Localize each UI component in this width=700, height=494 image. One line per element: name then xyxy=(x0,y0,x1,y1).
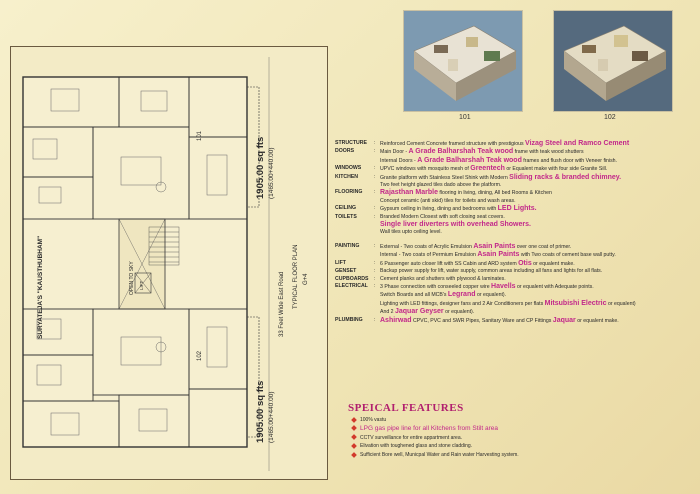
spec-text xyxy=(380,291,695,299)
spec-highlight: A Grade Balharshah Teak wood xyxy=(408,148,514,156)
spec-highlight: Asain Paints xyxy=(477,251,520,259)
spec-segment: or equalent with Adequate points. xyxy=(515,283,594,290)
spec-label xyxy=(335,182,374,189)
spec-label xyxy=(335,198,374,205)
spec-text xyxy=(380,260,695,268)
feature-text: CCTV surveillance for entire appartment area. xyxy=(360,434,462,441)
unit-102-label: 102 xyxy=(197,350,203,361)
spec-text xyxy=(380,221,695,229)
spec-segment: Gypsum ceiling in living, dining and bedrooms with xyxy=(380,206,498,213)
spec-text xyxy=(380,308,695,316)
spec-text xyxy=(380,174,695,182)
features-list xyxy=(352,416,519,460)
spec-label xyxy=(335,291,374,299)
feature-text: 100% vastu xyxy=(360,417,387,423)
spec-segment: Internal - Two coats of Permium Emulsion xyxy=(380,252,478,259)
spec-segment: 3 Phase connection with conseeled copper wire xyxy=(380,283,492,290)
spec-segment: flooring in living, dining, All bed Rooms & Kitchen xyxy=(437,190,552,197)
spec-text xyxy=(380,229,695,236)
spec-highlight: Havells xyxy=(491,282,516,290)
spec-text xyxy=(380,243,695,251)
spec-segment: Lighting with LED fittings, designer fans and 2 Air Conditioners per flats xyxy=(380,300,545,307)
spec-row: GENSET : Backup power supply for lift, water supply, common areas including all fans and lights for all flats. xyxy=(335,268,695,275)
spec-segment: Internal Doors - xyxy=(380,157,418,164)
spec-text xyxy=(380,283,695,291)
spec-highlight: LED Lights. xyxy=(497,205,537,213)
spec-segment: CPVC, PVC and SWR Pipes, Sanitary Ware and CP Fittings xyxy=(411,317,553,324)
spec-highlight: Jaquar Geyser xyxy=(395,308,444,316)
spec-highlight: Asain Paints xyxy=(473,242,516,250)
spec-label xyxy=(335,251,374,259)
top-area: 1905.00 sq fts xyxy=(255,136,266,199)
bullet-icon xyxy=(351,434,357,440)
spec-text xyxy=(380,165,695,173)
spec-row: PAINTING : External - Two coats of Acrylic Emulsion Asain Paints over one coat of primer. Internal - Two coats of Permium Emulsion Asain Paints with Two coats of cement base wall putty. xyxy=(335,243,695,260)
spec-segment: And 2 xyxy=(380,309,395,316)
features-title: SPEICAL FEATURES xyxy=(348,402,464,414)
spec-text xyxy=(380,214,695,221)
spec-row: STRUCTURE : Reinforced Cement Concrete framed structure with prestigious Vizag Steel and Ramco Cement xyxy=(335,140,695,148)
spec-label xyxy=(335,300,374,308)
spec-text xyxy=(380,182,695,189)
spec-segment: frames and flush door with Veneer finish. xyxy=(521,157,617,164)
spec-label: TOILETS xyxy=(335,213,357,220)
spec-highlight: Legrand xyxy=(447,291,476,299)
feature-text: Sufficient Bore well, Municpal Water and Rain water Harvesting system. xyxy=(360,452,519,459)
spec-segment: Branded Modern Closest with soft closing seat covers. xyxy=(380,213,505,220)
spec-text xyxy=(380,157,695,165)
feature-item xyxy=(352,416,519,425)
bottom-area: 1905.00 sq fts xyxy=(255,380,266,443)
spec-highlight: Greentech xyxy=(470,165,505,173)
spec-text xyxy=(380,148,695,156)
spec-label: DOORS xyxy=(335,148,355,155)
plan-floors: G+4 xyxy=(303,273,309,285)
spec-label: FLOORING xyxy=(335,189,363,196)
spec-segment: or equalent make. xyxy=(531,260,575,267)
spec-segment: or equalent). xyxy=(475,292,507,299)
spec-highlight: Rajasthan Marble xyxy=(380,189,438,197)
top-area-split: (1465.00+440.00) xyxy=(268,147,275,199)
spec-label: CUPBOARDS xyxy=(335,275,369,282)
feature-item xyxy=(352,442,519,451)
floor-plan-drawing xyxy=(11,47,327,479)
spec-row: WINDOWS : UPVC windows with mosquito mesh of Greentech or Equalent make with four side Granite Sill. xyxy=(335,165,695,173)
open-to-sky-label: OPEN TO SKY xyxy=(129,261,135,295)
spec-text xyxy=(380,251,695,259)
spec-highlight: Single liver diverters with overhead Showers. xyxy=(380,221,531,229)
bottom-area-split: (1465.00+440.00) xyxy=(268,391,275,443)
spec-segment: Backup power supply for lift, water supply, common areas including all fans and lights for all flats. xyxy=(380,268,603,275)
spec-text xyxy=(380,276,695,283)
spec-label: WINDOWS xyxy=(335,165,362,172)
spec-label: CEILING xyxy=(335,205,357,212)
spec-segment: UPVC windows with mosquito mesh of xyxy=(380,166,471,173)
render-102 xyxy=(553,10,673,112)
spec-row: ELECTRICAL : 3 Phase connection with conseeled copper wire Havells or equalent with Adequate points. Switch Boards and all MCB's Legrand or equalent). Lighting with LED fittings, designer fans and 2 Air Conditioners per flats Mitsubishi Electric or equalent) And 2 Jaquar Geyser or equalent). xyxy=(335,283,695,317)
spec-segment: with Two coats of cement base wall putty. xyxy=(519,252,616,259)
feature-text: LPG gas pipe line for all Kitchens from Stilt area xyxy=(360,424,499,432)
spec-text xyxy=(380,140,695,148)
spec-segment: over one coat of primer. xyxy=(515,243,572,250)
floor-plan xyxy=(10,46,328,480)
feature-item xyxy=(352,451,519,460)
spec-segment: Concept ceramic (anti skid) tiles for toilets and wash areas. xyxy=(380,197,516,204)
spec-highlight: Ashirwad xyxy=(380,316,412,324)
unit-101-label: 101 xyxy=(197,130,203,141)
spec-segment: Reinforced Cement Concrete framed structure with prestigious xyxy=(380,141,526,147)
spec-row: FLOORING : Rajasthan Marble flooring in living, dining, All bed Rooms & Kitchen Concept ceramic (anti skid) tiles for toilets and wash areas. xyxy=(335,189,695,205)
spec-segment: Granite platform with Stainless Steel Shink with Modern xyxy=(380,174,510,181)
spec-label: GENSET xyxy=(335,268,357,275)
spec-highlight: Jaquar xyxy=(552,316,576,324)
spec-text xyxy=(380,300,695,308)
spec-segment: or Equalent make with four side Granite Sill. xyxy=(504,166,608,173)
spec-row: TOILETS : Branded Modern Closest with soft closing seat covers. Single liver diverters with overhead Showers. Wall tiles upto ceiling level. xyxy=(335,214,695,237)
spec-segment: frame with teak wood shutters xyxy=(513,149,584,156)
render-102-label: 102 xyxy=(604,114,616,121)
spec-segment: External - Two coats of Acrylic Emulsion xyxy=(380,243,474,250)
bullet-icon xyxy=(351,443,357,449)
spec-row: CUPBOARDS : Cement planks and shutters with plywood & laminates. xyxy=(335,276,695,283)
spec-label: PAINTING xyxy=(335,242,360,249)
spec-segment: Main Door - xyxy=(380,149,409,156)
render-101-label: 101 xyxy=(459,114,471,121)
spec-highlight: A Grade Balharshah Teak wood xyxy=(417,156,522,164)
render-102-image xyxy=(554,11,672,111)
bullet-icon xyxy=(351,452,357,458)
bullet-icon xyxy=(351,426,357,432)
spec-label: LIFT xyxy=(335,259,346,266)
spec-row: LIFT : 6 Passenger auto closer lift with SS Cabin and ARD system Otis or equalent make. xyxy=(335,260,695,268)
render-101 xyxy=(403,10,523,112)
spec-row: CEILING : Gypsum ceiling in living, dining and bedrooms with LED Lights. xyxy=(335,205,695,213)
spec-segment: 6 Passenger auto closer lift with SS Cabin and ARD system xyxy=(380,260,519,267)
spec-label xyxy=(335,221,374,229)
bullet-icon xyxy=(351,417,357,423)
spec-label: KITCHEN xyxy=(335,173,359,180)
spec-text xyxy=(380,205,695,213)
spec-highlight: Mitsubishi Electric xyxy=(544,299,607,307)
spec-row: DOORS : Main Door - A Grade Balharshah Teak wood frame with teak wood shutters Internal Doors - A Grade Balharshah Teak wood frames and flush door with Veneer finish. xyxy=(335,148,695,165)
spec-text xyxy=(380,317,695,325)
feature-item xyxy=(352,425,519,434)
spec-segment: Switch Boards and all MCB's xyxy=(380,292,448,299)
spec-segment: or equalent make. xyxy=(575,317,619,324)
plan-title: TYPICAL FLOOR PLAN xyxy=(293,244,299,309)
building-name: SURYATEJA'S "KAUSTHUBHAM" xyxy=(37,235,44,339)
lift-label: LIFT xyxy=(139,280,144,290)
spec-label xyxy=(335,229,374,236)
feature-item xyxy=(352,434,519,443)
spec-segment: or equalent) xyxy=(606,300,636,307)
spec-label xyxy=(335,308,374,316)
render-101-image xyxy=(404,11,522,111)
spec-label: PLUMBING xyxy=(335,316,363,323)
spec-segment: Two feet height glazed tiles dado above the platform. xyxy=(380,182,502,189)
spec-segment: Wall tiles upto ceiling level. xyxy=(380,229,442,236)
specifications-list xyxy=(335,140,695,325)
spec-text xyxy=(380,268,695,275)
feature-text: Elivation with toughened glass and stone cladding. xyxy=(360,443,473,450)
spec-label xyxy=(335,157,374,165)
spec-label: STRUCTURE xyxy=(335,140,367,146)
spec-segment: Cement planks and shutters with plywood & laminates. xyxy=(380,275,506,282)
spec-row: KITCHEN : Granite platform with Stainless Steel Shink with Modern Sliding racks & branded chimney. Two feet height glazed tiles dado above the platform. xyxy=(335,174,695,190)
spec-label: ELECTRICAL xyxy=(335,282,368,289)
spec-highlight: Sliding racks & branded chimney. xyxy=(509,173,622,181)
road-label: 33 Feet Wide East Road xyxy=(279,271,285,337)
spec-text xyxy=(380,189,695,197)
spec-highlight: Vizag Steel and Ramco Cement xyxy=(525,140,630,147)
spec-row: PLUMBING : Ashirwad CPVC, PVC and SWR Pipes, Sanitary Ware and CP Fittings Jaquar or equalent make. xyxy=(335,317,695,325)
spec-text xyxy=(380,198,695,205)
spec-highlight: Otis xyxy=(518,259,532,267)
spec-segment: or equalent). xyxy=(443,309,475,316)
